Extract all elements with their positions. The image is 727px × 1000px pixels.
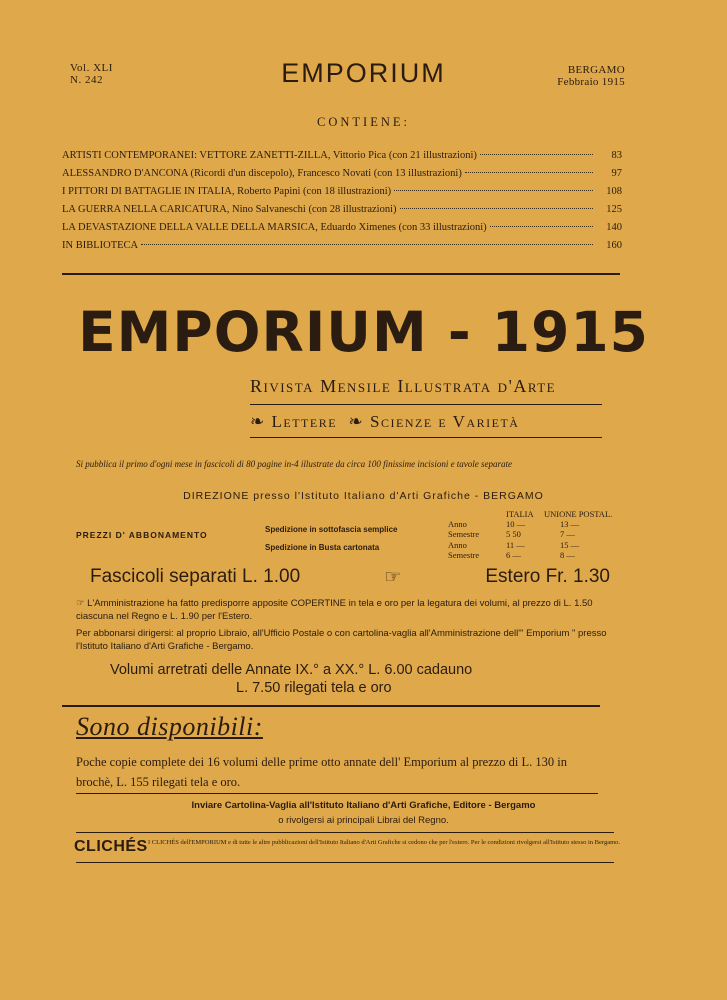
toc-title: LA DEVASTAZIONE DELLA VALLE DELLA MARSICA, Eduardo Ximenes (con 33 illustrazioni) [62, 222, 487, 233]
send-line: o rivolgersi ai principali Librai del Regno. [278, 815, 449, 826]
ad-title: EMPORIUM - 1915 [78, 300, 649, 364]
copertine-text: L'Amministrazione ha fatto predisporre apposite COPERTINE in tela e oro per la legatura dei volumi, al prezzo di L. 1.50 ciascuna nel Regno e L. 1.90 per l'Estero. [76, 598, 593, 622]
send-line: Inviare Cartolina-Vaglia all'Istituto Italiano d'Arti Grafiche, Editore - Bergamo [191, 800, 536, 811]
toc-page: 97 [611, 168, 622, 179]
leaf-ornament-icon: ❧ [250, 412, 266, 431]
toc-page: 108 [606, 186, 622, 197]
availability-heading: Sono disponibili: [76, 712, 263, 741]
volume-number: Vol. XLI [70, 62, 113, 74]
divider [62, 705, 600, 707]
contents-heading: CONTIENE: [317, 115, 410, 129]
back-volumes-bound: L. 7.50 rilegati tela e oro [236, 680, 392, 696]
ad-sections [250, 412, 519, 432]
toc-title: I PITTORI DI BATTAGLIE IN ITALIA, Roberto Papini (con 18 illustrazioni) [62, 186, 392, 197]
divider [76, 793, 598, 794]
price-italia: 6 — [506, 550, 521, 560]
divider [250, 437, 602, 438]
table-of-contents [62, 150, 622, 258]
price-unione: 8 — [560, 550, 575, 560]
shipping-label: Spedizione in Busta cartonata [265, 543, 380, 552]
city: BERGAMO [567, 64, 625, 76]
single-issue-price [90, 566, 610, 589]
place-date [557, 64, 625, 88]
price-italia: 5 50 [506, 529, 521, 539]
shipping-label: Spedizione in sottofascia semplice [265, 525, 398, 534]
toc-page: 140 [606, 222, 622, 233]
pointing-hand-icon: ☞ [76, 598, 85, 609]
price-unione: 7 — [560, 529, 575, 539]
toc-title: LA GUERRA NELLA CARICATURA, Nino Salvaneschi (con 28 illustrazioni) [62, 204, 397, 215]
masthead-title: EMPORIUM [281, 58, 446, 88]
toc-page: 83 [611, 150, 622, 161]
toc-entry [62, 222, 622, 240]
price-italia: 11 — [506, 540, 525, 550]
toc-entry [62, 168, 622, 186]
issue-date: Febbraio 1915 [557, 76, 625, 88]
period: Anno [448, 519, 467, 529]
price-unione: 13 — [560, 519, 580, 529]
publication-note: Si pubblica il primo d'ogni mese in fascicoli di 80 pagine in-4 illustrate da circa 100 finissime incisioni e tavole separate [76, 459, 513, 469]
pointing-hand-icon: ☞ [384, 567, 402, 588]
cliches-text: I CLICHÉS dell'EMPORIUM e di tutte le altre pubblicazioni dell'Istituto Italiano d'Arti Grafiche si cedono che per l'estero. Per le condizioni rivolgersi all'Istituto stesso in Bergamo. [148, 839, 621, 846]
period: Semestre [448, 550, 480, 560]
direzione-line: DIREZIONE presso l'Istituto Italiano d'Arti Grafiche - BERGAMO [183, 490, 544, 502]
col-italia: ITALIA [506, 509, 534, 519]
divider [76, 832, 614, 833]
prezzi-label: PREZZI D' ABBONAMENTO [76, 530, 208, 540]
toc-title: ALESSANDRO D'ANCONA (Ricordi d'un discepolo), Francesco Novati (con 13 illustrazioni) [62, 168, 462, 179]
estero-price: Estero Fr. 1.30 [485, 566, 610, 587]
section-lettere: Lettere [271, 412, 338, 431]
abbonarsi-note: Per abbonarsi dirigersi: al proprio Libraio, all'Ufficio Postale o con cartolina-vaglia all'Amministrazione dell'" Emporium " presso l'Istituto Italiano d'Arti Grafiche - Bergamo. [76, 628, 607, 652]
send-instructions [0, 798, 727, 828]
fascicoli-price: Fascicoli separati L. 1.00 [90, 566, 301, 587]
section-scienze: Scienze e Varietà [370, 412, 520, 431]
toc-page: 125 [606, 204, 622, 215]
copertine-note [76, 597, 631, 623]
divider [62, 273, 620, 275]
toc-title: ARTISTI CONTEMPORANEI: VETTORE ZANETTI-ZILLA, Vittorio Pica (con 21 illustrazioni) [62, 150, 477, 161]
period: Semestre [448, 529, 480, 539]
toc-entry [62, 204, 622, 222]
divider [76, 862, 614, 863]
period: Anno [448, 540, 467, 550]
ad-subtitle: Rivista Mensile Illustrata d'Arte [250, 376, 557, 396]
issue-number: N. 242 [70, 74, 103, 86]
cliches-label: CLICHÉS [74, 838, 148, 855]
toc-title: IN BIBLIOTECA [62, 240, 139, 251]
back-volumes-price: Volumi arretrati delle Annate IX.° a XX.° L. 6.00 cadauno [110, 662, 473, 678]
toc-page: 160 [606, 240, 622, 251]
price-unione: 15 — [560, 540, 580, 550]
leaf-ornament-icon: ❧ [348, 412, 365, 431]
toc-entry [62, 240, 622, 258]
toc-entry [62, 186, 622, 204]
availability-text: Poche copie complete dei 16 volumi delle prime otto annate dell' Emporium al prezzo di L. 130 in brochè, L. 155 rilegati tela e oro. [76, 755, 568, 789]
toc-entry [62, 150, 622, 168]
price-italia: 10 — [506, 519, 526, 529]
divider [250, 404, 602, 405]
col-unione: UNIONE POSTAL. [544, 509, 613, 519]
